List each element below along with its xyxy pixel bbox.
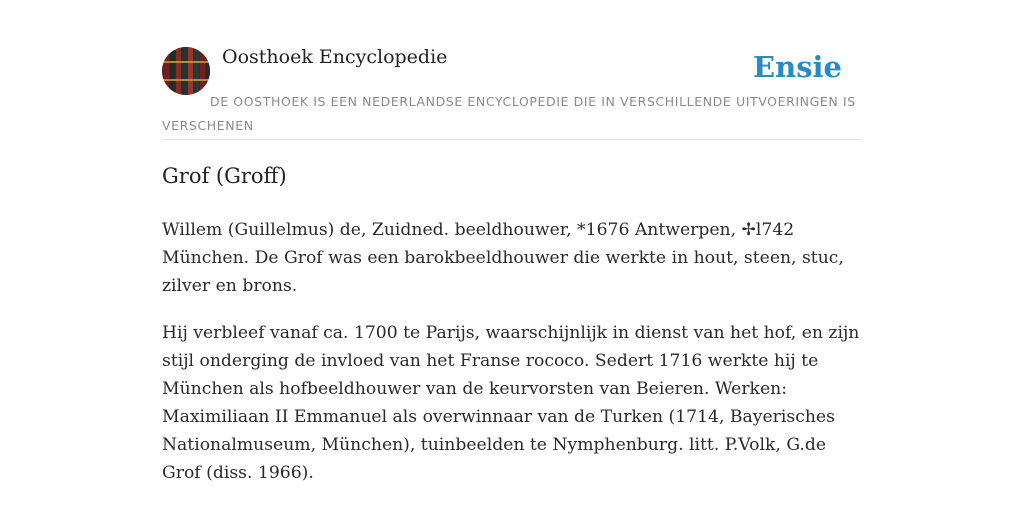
header-divider (162, 139, 862, 140)
article-body (162, 216, 862, 506)
article-paragraph: Hij verbleef vanaf ca. 1700 te Parijs, waarschijnlijk in dienst van het hof, en zijn stijl onderging de invloed van het Franse rococo. Sedert 1716 werkte hij te München als hofbeeldhouwer van de keurvorsten van Beieren. Werken: Maximiliaan II Emmanuel als overwinnaar van de Turken (1714, Bayerisches Nationalmuseum, München), tuinbeelden te Nymphenburg. litt. P.Volk, G.de Grof (diss. 1966). (162, 323, 860, 483)
site-title[interactable]: Oosthoek Encyclopedie (222, 46, 448, 68)
site-tagline: DE OOSTHOEK IS EEN NEDERLANDSE ENCYCLOPEDIE DIE IN VERSCHILLENDE UITVOERINGEN IS VERSCHENEN (162, 94, 856, 133)
article-title: Grof (Groff) (162, 164, 287, 188)
article-paragraph: Willem (Guillelmus) de, Zuidned. beeldhouwer, *1676 Antwerpen, ✢l742 München. De Grof was een barokbeeldhouwer die werkte in hout, steen, stuc, zilver en brons. (162, 220, 844, 296)
brand-logo[interactable]: Ensie (753, 50, 842, 84)
encyclopedia-books-icon[interactable] (162, 47, 210, 95)
